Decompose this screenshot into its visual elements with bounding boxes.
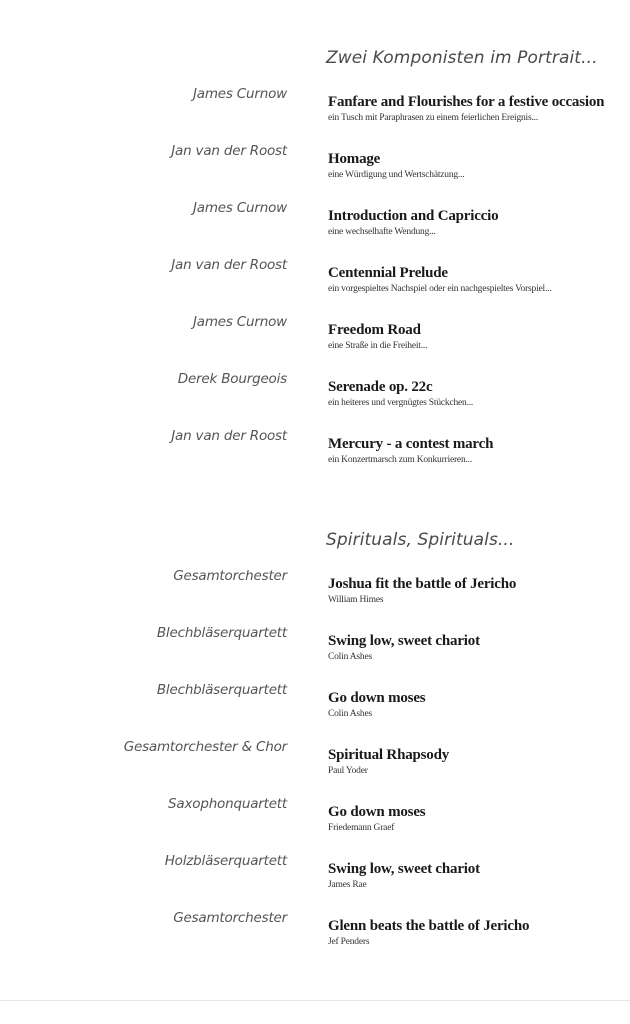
program-item-title: Introduction and Capriccio xyxy=(328,208,499,224)
program-item-title: Go down moses xyxy=(328,690,426,706)
program-item-title: Serenade op. 22c xyxy=(328,379,433,395)
program-item-title: Joshua fit the battle of Jericho xyxy=(328,576,517,592)
program-item-title: Glenn beats the battle of Jericho xyxy=(328,918,530,934)
program-item-subtitle: eine Würdigung und Wertschätzung... xyxy=(328,170,465,180)
program-item-title: Spiritual Rhapsody xyxy=(328,747,450,763)
program-item-performer: Saxophonquartett xyxy=(168,796,287,812)
program-item-title: Swing low, sweet chariot xyxy=(328,861,480,877)
program-item-subtitle: ein Tusch mit Paraphrasen zu einem feierlichen Ereignis... xyxy=(328,113,539,123)
program-item-subtitle: ein heiteres und vergnügtes Stückchen... xyxy=(328,398,474,408)
program-item-title: Fanfare and Flourishes for a festive occasion xyxy=(328,94,605,110)
program-item-performer: Jan van der Roost xyxy=(171,257,287,273)
program-item xyxy=(0,143,630,187)
program-item-performer: James Curnow xyxy=(192,86,287,102)
program-item-performer: Blechbläserquartett xyxy=(156,625,287,641)
program-item xyxy=(0,200,630,244)
program-item xyxy=(0,568,630,612)
program-item-title: Freedom Road xyxy=(328,322,421,338)
program-item-subtitle: Paul Yoder xyxy=(328,766,368,776)
program-item xyxy=(0,314,630,358)
program-item xyxy=(0,853,630,897)
program-item-title: Mercury - a contest march xyxy=(328,436,494,452)
program-item-title: Centennial Prelude xyxy=(328,265,448,281)
program-item-subtitle: Friedemann Graef xyxy=(328,823,395,833)
program-item-performer: James Curnow xyxy=(192,314,287,330)
program-item-subtitle: ein vorgespieltes Nachspiel oder ein nachgespieltes Vorspiel... xyxy=(328,284,552,294)
program-item-subtitle: eine Straße in die Freiheit... xyxy=(328,341,428,351)
program-item-performer: Gesamtorchester xyxy=(173,910,287,926)
program-item xyxy=(0,910,630,954)
program-item-title: Swing low, sweet chariot xyxy=(328,633,480,649)
program-item-subtitle: Colin Ashes xyxy=(328,709,372,719)
program-item-subtitle: James Rae xyxy=(328,880,367,890)
program-item-subtitle: Jef Penders xyxy=(328,937,370,947)
program-item xyxy=(0,371,630,415)
program-item-performer: Gesamtorchester xyxy=(173,568,287,584)
program-item xyxy=(0,86,630,130)
program-item-performer: Blechbläserquartett xyxy=(156,682,287,698)
page-bottom-edge xyxy=(0,1000,630,1001)
program-item-performer: Jan van der Roost xyxy=(171,143,287,159)
program-item-subtitle: eine wechselhafte Wendung... xyxy=(328,227,436,237)
program-item-title: Homage xyxy=(328,151,381,167)
program-item xyxy=(0,682,630,726)
program-item-subtitle: William Himes xyxy=(328,595,384,605)
program-item xyxy=(0,625,630,669)
program-item-title: Go down moses xyxy=(328,804,426,820)
program-item-performer: Holzbläserquartett xyxy=(164,853,287,869)
section-title-spirituals: Spirituals, Spirituals... xyxy=(326,530,515,550)
program-item-subtitle: Colin Ashes xyxy=(328,652,372,662)
program-item-performer: Jan van der Roost xyxy=(171,428,287,444)
program-item-performer: James Curnow xyxy=(192,200,287,216)
program-item xyxy=(0,257,630,301)
program-item xyxy=(0,739,630,783)
program-item xyxy=(0,796,630,840)
program-item-performer: Derek Bourgeois xyxy=(177,371,287,387)
program-item xyxy=(0,428,630,472)
program-item-subtitle: ein Konzertmarsch zum Konkurrieren... xyxy=(328,455,473,465)
program-item-performer: Gesamtorchester & Chor xyxy=(123,739,287,755)
section-title-portrait: Zwei Komponisten im Portrait... xyxy=(326,48,598,68)
